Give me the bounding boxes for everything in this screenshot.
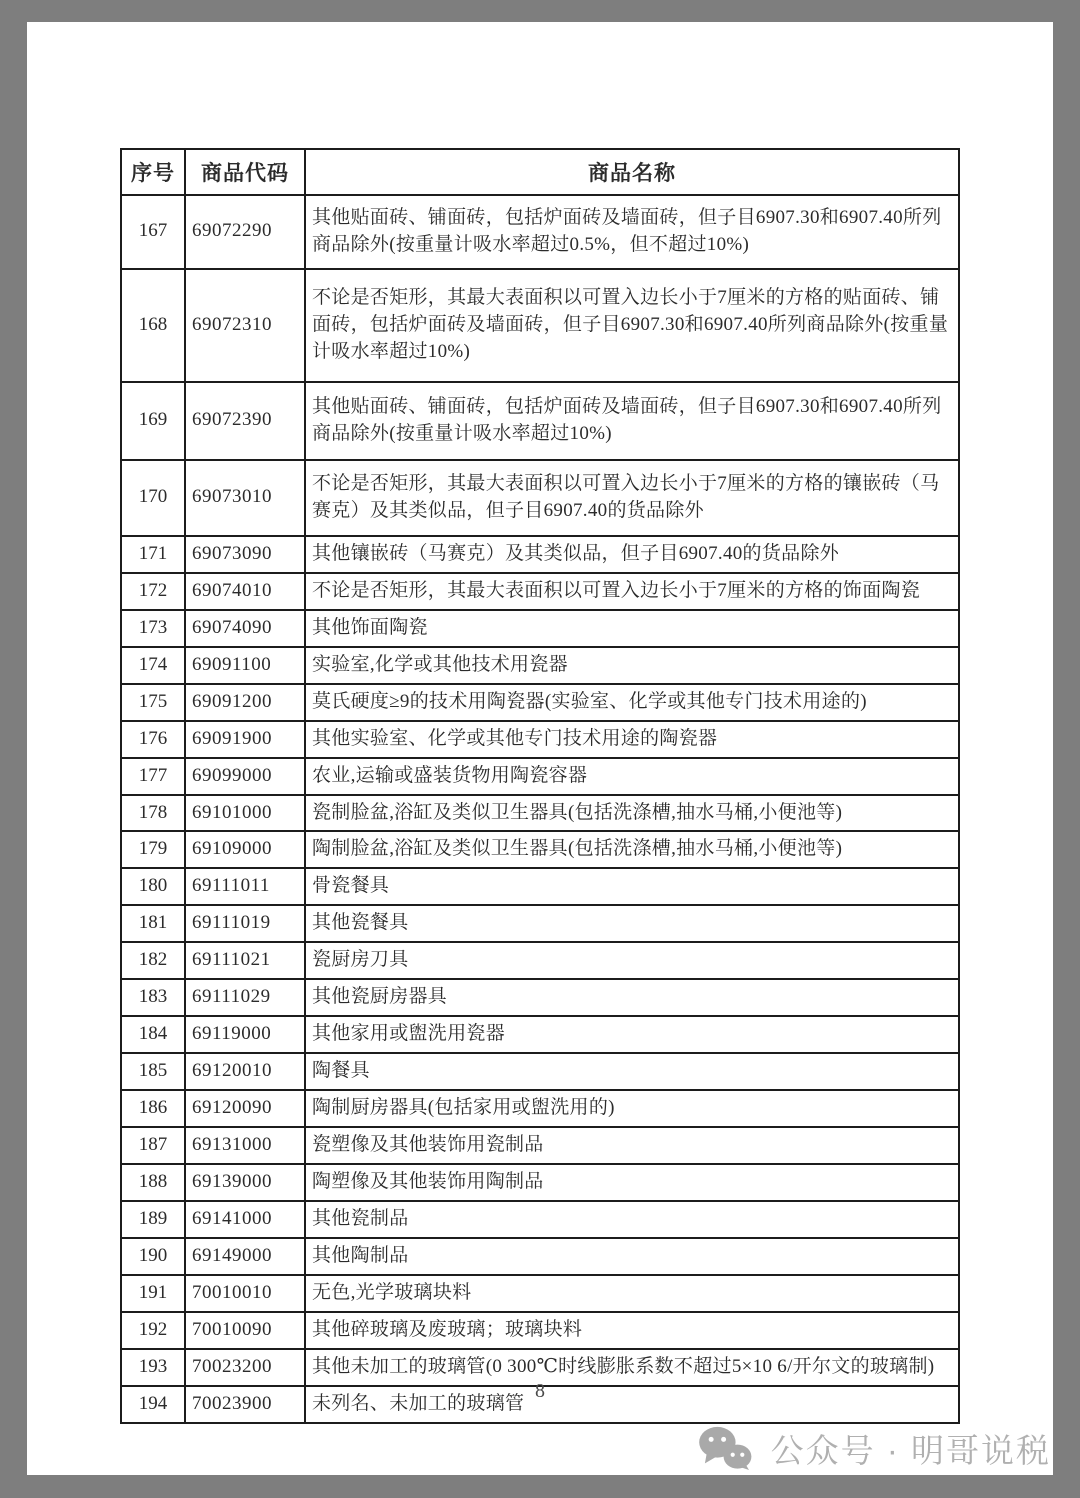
row-commodity-name: 其他碎玻璃及废玻璃；玻璃块料 [305, 1312, 959, 1349]
row-commodity-name: 其他瓷厨房器具 [305, 979, 959, 1016]
row-serial: 182 [121, 942, 185, 979]
row-commodity-code: 69091200 [185, 684, 305, 721]
table-row [121, 868, 959, 905]
wechat-icon [697, 1425, 755, 1471]
row-commodity-code: 69074090 [185, 610, 305, 647]
row-commodity-name: 无色,光学玻璃块料 [305, 1275, 959, 1312]
row-commodity-code: 69111029 [185, 979, 305, 1016]
col-header-serial: 序号 [121, 149, 185, 195]
row-commodity-name: 不论是否矩形，其最大表面积以可置入边长小于7厘米的方格的镶嵌砖（马赛克）及其类似品，但子目6907.40的货品除外 [305, 460, 959, 536]
row-serial: 194 [121, 1386, 185, 1423]
row-commodity-code: 69111011 [185, 868, 305, 905]
row-serial: 191 [121, 1275, 185, 1312]
row-commodity-code: 70010090 [185, 1312, 305, 1349]
table-row [121, 979, 959, 1016]
table-row [121, 1275, 959, 1312]
table-row [121, 758, 959, 795]
row-commodity-code: 70023900 [185, 1386, 305, 1423]
row-commodity-code: 69072290 [185, 195, 305, 269]
row-serial: 190 [121, 1238, 185, 1275]
row-serial: 186 [121, 1090, 185, 1127]
row-serial: 184 [121, 1016, 185, 1053]
table-header [121, 149, 959, 195]
row-commodity-name: 瓷厨房刀具 [305, 942, 959, 979]
table-row [121, 1238, 959, 1275]
row-serial: 169 [121, 382, 185, 460]
row-commodity-code: 69141000 [185, 1201, 305, 1238]
row-commodity-name: 陶制脸盆,浴缸及类似卫生器具(包括洗涤槽,抽水马桶,小便池等) [305, 831, 959, 868]
row-commodity-name: 陶餐具 [305, 1053, 959, 1090]
row-serial: 185 [121, 1053, 185, 1090]
row-commodity-code: 69101000 [185, 795, 305, 832]
row-commodity-name: 其他陶制品 [305, 1238, 959, 1275]
row-commodity-name: 其他瓷制品 [305, 1201, 959, 1238]
row-serial: 178 [121, 795, 185, 832]
table-body [121, 195, 959, 1423]
row-commodity-code: 69120010 [185, 1053, 305, 1090]
table-row [121, 1312, 959, 1349]
row-commodity-name: 不论是否矩形，其最大表面积以可置入边长小于7厘米的方格的贴面砖、铺面砖，包括炉面砖及墙面砖，但子目6907.30和6907.40所列商品除外(按重量计吸水率超过10%) [305, 269, 959, 382]
row-commodity-name: 其他饰面陶瓷 [305, 610, 959, 647]
table-row [121, 573, 959, 610]
row-commodity-code: 69099000 [185, 758, 305, 795]
document-page [27, 22, 1053, 1475]
row-commodity-name: 其他贴面砖、铺面砖，包括炉面砖及墙面砖，但子目6907.30和6907.40所列商品除外(按重量计吸水率超过10%) [305, 382, 959, 460]
row-commodity-name: 其他贴面砖、铺面砖，包括炉面砖及墙面砖，但子目6907.30和6907.40所列商品除外(按重量计吸水率超过0.5%，但不超过10%) [305, 195, 959, 269]
page-number: 8 [535, 1380, 545, 1402]
row-commodity-name: 陶塑像及其他装饰用陶制品 [305, 1164, 959, 1201]
row-commodity-name: 农业,运输或盛装货物用陶瓷容器 [305, 758, 959, 795]
row-commodity-code: 69111019 [185, 905, 305, 942]
table-row [121, 536, 959, 573]
row-commodity-name: 莫氏硬度≥9的技术用陶瓷器(实验室、化学或其他专门技术用途的) [305, 684, 959, 721]
table-row [121, 647, 959, 684]
table-row [121, 610, 959, 647]
row-commodity-name: 其他实验室、化学或其他专门技术用途的陶瓷器 [305, 721, 959, 758]
table-row [121, 1016, 959, 1053]
row-commodity-code: 69131000 [185, 1127, 305, 1164]
table-row [121, 1053, 959, 1090]
row-commodity-code: 69072310 [185, 269, 305, 382]
table-row [121, 1201, 959, 1238]
table-row [121, 831, 959, 868]
table-row [121, 460, 959, 536]
row-commodity-name: 其他镶嵌砖（马赛克）及其类似品，但子目6907.40的货品除外 [305, 536, 959, 573]
table-row [121, 382, 959, 460]
table-row [121, 795, 959, 832]
col-header-name: 商品名称 [305, 149, 959, 195]
row-serial: 192 [121, 1312, 185, 1349]
row-commodity-name: 瓷塑像及其他装饰用瓷制品 [305, 1127, 959, 1164]
header-row [121, 149, 959, 195]
commodity-table [120, 148, 960, 1424]
row-commodity-code: 69074010 [185, 573, 305, 610]
table-row [121, 905, 959, 942]
row-serial: 189 [121, 1201, 185, 1238]
row-serial: 175 [121, 684, 185, 721]
row-serial: 188 [121, 1164, 185, 1201]
row-serial: 171 [121, 536, 185, 573]
row-commodity-name: 未列名、未加工的玻璃管 [305, 1386, 959, 1423]
row-commodity-name: 实验室,化学或其他技术用瓷器 [305, 647, 959, 684]
row-serial: 174 [121, 647, 185, 684]
table-row [121, 721, 959, 758]
row-serial: 167 [121, 195, 185, 269]
row-commodity-name: 其他瓷餐具 [305, 905, 959, 942]
row-serial: 170 [121, 460, 185, 536]
row-commodity-code: 69091100 [185, 647, 305, 684]
row-commodity-name: 陶制厨房器具(包括家用或盥洗用的) [305, 1090, 959, 1127]
row-serial: 173 [121, 610, 185, 647]
row-commodity-code: 69109000 [185, 831, 305, 868]
row-serial: 179 [121, 831, 185, 868]
row-serial: 177 [121, 758, 185, 795]
row-commodity-name: 骨瓷餐具 [305, 868, 959, 905]
row-commodity-code: 70010010 [185, 1275, 305, 1312]
row-serial: 183 [121, 979, 185, 1016]
row-commodity-code: 69149000 [185, 1238, 305, 1275]
table-row [121, 1164, 959, 1201]
table-row [121, 269, 959, 382]
row-commodity-name: 瓷制脸盆,浴缸及类似卫生器具(包括洗涤槽,抽水马桶,小便池等) [305, 795, 959, 832]
row-commodity-name: 不论是否矩形，其最大表面积以可置入边长小于7厘米的方格的饰面陶瓷 [305, 573, 959, 610]
table-row [121, 684, 959, 721]
row-serial: 193 [121, 1349, 185, 1386]
watermark [687, 1424, 1051, 1472]
table-row [121, 942, 959, 979]
row-serial: 187 [121, 1127, 185, 1164]
row-serial: 180 [121, 868, 185, 905]
row-commodity-code: 69073090 [185, 536, 305, 573]
row-commodity-code: 69139000 [185, 1164, 305, 1201]
row-commodity-code: 69119000 [185, 1016, 305, 1053]
row-serial: 172 [121, 573, 185, 610]
row-commodity-code: 69111021 [185, 942, 305, 979]
row-commodity-code: 70023200 [185, 1349, 305, 1386]
row-commodity-code: 69072390 [185, 382, 305, 460]
row-commodity-code: 69073010 [185, 460, 305, 536]
row-serial: 168 [121, 269, 185, 382]
row-commodity-code: 69091900 [185, 721, 305, 758]
row-serial: 176 [121, 721, 185, 758]
row-commodity-name: 其他未加工的玻璃管(0 300℃时线膨胀系数不超过5×10 6/开尔文的玻璃制) [305, 1349, 959, 1386]
col-header-code: 商品代码 [185, 149, 305, 195]
row-commodity-code: 69120090 [185, 1090, 305, 1127]
table-row [121, 1127, 959, 1164]
table-row [121, 195, 959, 269]
row-commodity-name: 其他家用或盥洗用瓷器 [305, 1016, 959, 1053]
table-row [121, 1090, 959, 1127]
watermark-text: 公众号 · 明哥说税 [770, 1431, 1051, 1469]
row-serial: 181 [121, 905, 185, 942]
